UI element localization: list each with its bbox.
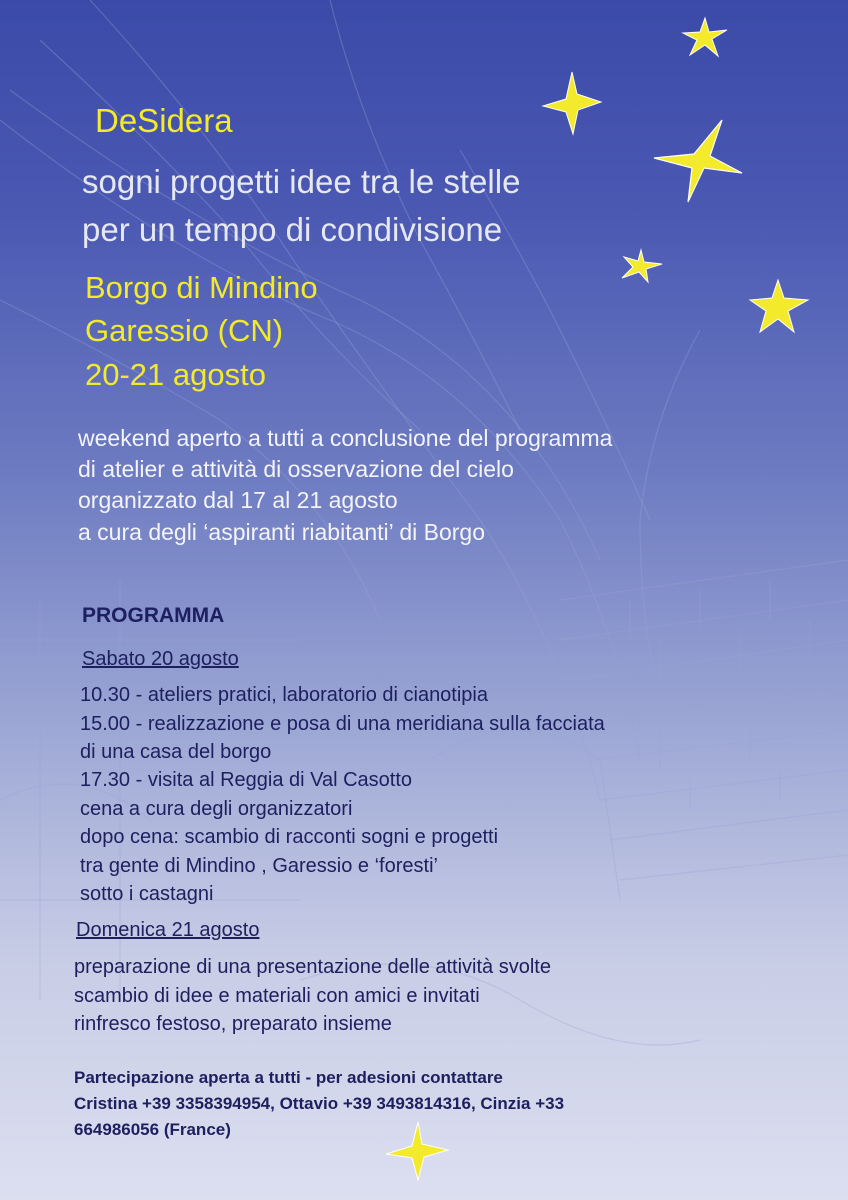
star-icon bbox=[384, 1120, 450, 1182]
intro-line: weekend aperto a tutti a conclusione del programma bbox=[78, 425, 613, 451]
program-item: 10.30 - ateliers pratici, laboratorio di cianotipia bbox=[80, 684, 488, 706]
intro-line: di atelier e attività di osservazione del cielo bbox=[78, 456, 514, 482]
star-icon bbox=[540, 70, 604, 136]
program-item: preparazione di una presentazione delle attività svolte bbox=[74, 956, 551, 978]
star-icon bbox=[618, 248, 664, 284]
star-icon bbox=[748, 278, 810, 334]
event-dates: 20-21 agosto bbox=[85, 357, 266, 392]
subtitle-line: sogni progetti idee tra le stelle bbox=[82, 163, 521, 200]
location-line: Garessio (CN) bbox=[85, 313, 284, 348]
subtitle-line: per un tempo di condivisione bbox=[82, 211, 503, 248]
program-item: tra gente di Mindino , Garessio e ‘foresti’ bbox=[80, 855, 438, 877]
program-item: sotto i castagni bbox=[80, 883, 214, 905]
program-item: scambio di idee e materiali con amici e invitati bbox=[74, 985, 480, 1007]
program-item: cena a cura degli organizzatori bbox=[80, 798, 353, 820]
contact-phones: 664986056 (France) bbox=[74, 1120, 231, 1139]
program-item: 15.00 - realizzazione e posa di una meridiana sulla facciata bbox=[80, 713, 605, 735]
intro-line: organizzato dal 17 al 21 agosto bbox=[78, 487, 398, 513]
star-icon bbox=[680, 16, 730, 58]
program-heading: PROGRAMMA bbox=[82, 604, 225, 627]
program-item: dopo cena: scambio di racconti sogni e progetti bbox=[80, 826, 499, 848]
contact-line: Partecipazione aperta a tutti - per adesioni contattare bbox=[74, 1068, 503, 1087]
program-item: di una casa del borgo bbox=[80, 741, 272, 763]
star-icon bbox=[652, 118, 744, 204]
day-heading-saturday: Sabato 20 agosto bbox=[82, 648, 239, 670]
contact-phones: Cristina +39 3358394954, Ottavio +39 3493814316, Cinzia +33 bbox=[74, 1094, 565, 1113]
program-item: 17.30 - visita al Reggia di Val Casotto bbox=[80, 769, 413, 791]
program-item: rinfresco festoso, preparato insieme bbox=[74, 1013, 392, 1035]
event-title: DeSidera bbox=[95, 102, 233, 139]
day-heading-sunday: Domenica 21 agosto bbox=[76, 919, 260, 941]
intro-line: a cura degli ‘aspiranti riabitanti’ di Borgo bbox=[78, 519, 485, 545]
location-line: Borgo di Mindino bbox=[85, 270, 318, 305]
